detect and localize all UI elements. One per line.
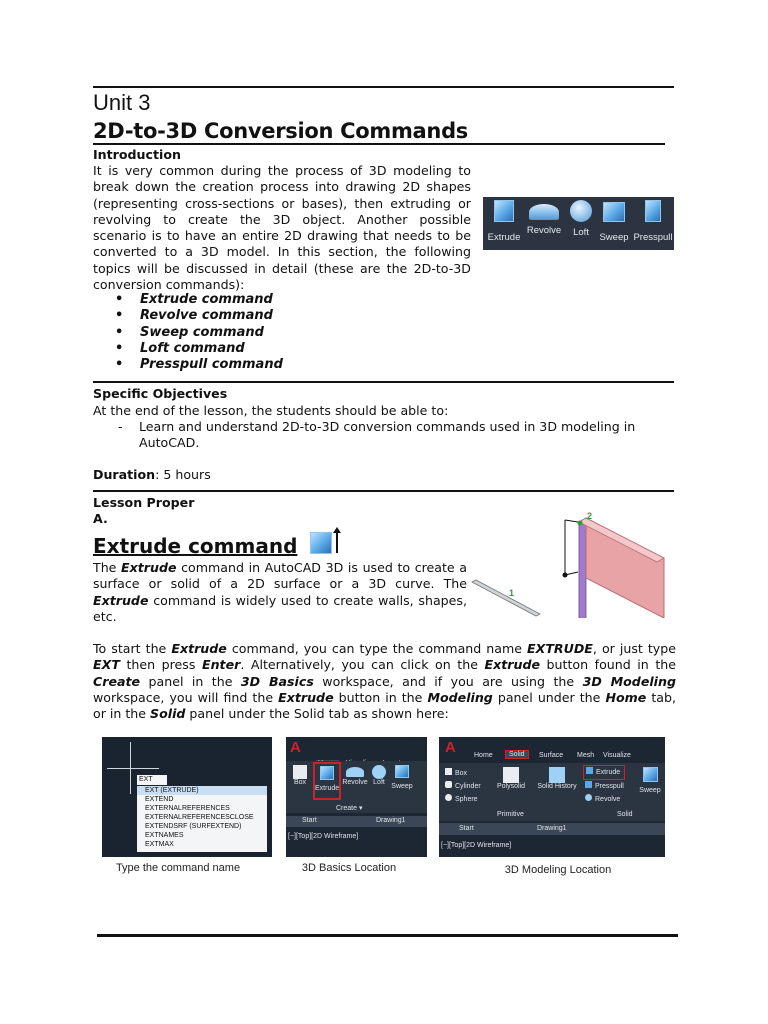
- revolve-button[interactable]: Revolve: [342, 765, 368, 786]
- list-item: • Revolve command: [93, 308, 393, 324]
- wall-side: [579, 518, 586, 618]
- list-item: • Loft command: [93, 341, 393, 357]
- tab-drawing[interactable]: Drawing1: [537, 825, 567, 832]
- viewport-label: [−][Top][2D Wireframe]: [441, 842, 512, 849]
- solid-list: [583, 765, 625, 806]
- base-profile: [472, 580, 540, 616]
- box-button[interactable]: Box: [289, 765, 311, 786]
- duration-label: Duration: [93, 467, 156, 482]
- loft-icon: [570, 200, 592, 222]
- section-rule: [93, 381, 674, 383]
- intro-heading: Introduction: [93, 147, 181, 162]
- duration-value: : 5 hours: [155, 467, 211, 482]
- objectives-heading: Specific Objectives: [93, 386, 228, 401]
- list-item[interactable]: Presspull: [583, 780, 625, 793]
- solid-history-button[interactable]: Solid History: [533, 767, 581, 790]
- topic-list: [93, 292, 393, 373]
- list-item: • Sweep command: [93, 325, 393, 341]
- crosshair-h: [107, 768, 159, 769]
- intro-paragraph: It is very common during the process of 3D modeling to break down the creation process into drawing 2D shapes (representing cross-sections or bases), then extruding or revolving to create the 3D object. Another possible scenario is to have an entire 2D drawing that needs to be converted to a 3D model. In this section, the following topics will be discussed in detail (these are the 2D-to-3D conversion commands):: [93, 163, 471, 293]
- loft-button[interactable]: Loft: [369, 765, 389, 786]
- primitive-list: [445, 767, 481, 806]
- autocad-logo-icon: A: [445, 739, 456, 756]
- extrude-figure: [468, 508, 674, 618]
- extrude-description: The Extrude command in AutoCAD 3D is used to create a surface or solid of a 2D surface or a 3D curve. The Extrude command is widely used to create walls, shapes, etc.: [93, 560, 467, 624]
- list-item[interactable]: Revolve: [583, 793, 625, 806]
- duration: [93, 467, 211, 483]
- start-point: [563, 573, 568, 578]
- autocomplete-list: [137, 786, 267, 852]
- caption-modeling: 3D Modeling Location: [504, 864, 612, 876]
- box-icon: [293, 765, 307, 779]
- sweep-button[interactable]: Sweep: [390, 765, 414, 790]
- caption-command-name: Type the command name: [115, 862, 241, 874]
- objective-dash: -: [118, 419, 123, 434]
- list-item[interactable]: Cylinder: [445, 780, 481, 793]
- extruded-wall: [586, 518, 664, 618]
- toolbar-image: [483, 197, 674, 250]
- command-line-screenshot: [102, 737, 272, 857]
- extrude-icon: [494, 200, 514, 222]
- tab-surface[interactable]: Surface: [539, 752, 564, 759]
- list-item[interactable]: EXT (EXTRUDE): [137, 786, 267, 795]
- objectives-lead: At the end of the lesson, the students should be able to:: [93, 403, 449, 418]
- tab-start[interactable]: Start: [459, 825, 474, 832]
- point-label-1: 1: [509, 588, 515, 598]
- modeling-screenshot: [439, 737, 665, 857]
- list-item[interactable]: EXTERNALREFERENCES: [145, 805, 230, 812]
- section-rule: [93, 490, 674, 492]
- sweep-icon: [603, 202, 625, 222]
- lesson-heading: Lesson Proper: [93, 495, 195, 510]
- lesson-letter: A.: [93, 511, 108, 526]
- tab-mesh[interactable]: Mesh: [577, 752, 595, 759]
- point-label-2: 2: [587, 511, 593, 521]
- panel-solid: Solid: [617, 811, 633, 818]
- title-underline: [93, 143, 665, 145]
- list-item[interactable]: EXTERNALREFERENCESCLOSE: [145, 814, 254, 821]
- revolve-icon: [529, 204, 559, 220]
- panel-primitive: Primitive: [497, 811, 524, 818]
- list-item[interactable]: Extrude: [583, 765, 625, 780]
- caption-basics: 3D Basics Location: [301, 862, 397, 874]
- list-item[interactable]: Box: [445, 767, 481, 780]
- revolve-icon: [346, 767, 364, 777]
- loft-tool: Loft: [566, 200, 596, 238]
- extrude-tool: Extrude: [485, 200, 523, 243]
- loft-icon: [372, 765, 386, 779]
- list-item: • Extrude command: [93, 292, 393, 308]
- command-title: Extrude command: [93, 534, 298, 558]
- top-rule: [93, 86, 674, 88]
- end-point: [578, 521, 583, 526]
- tab-home[interactable]: Home: [474, 752, 493, 759]
- tab-solid[interactable]: Solid: [505, 750, 529, 759]
- basics-screenshot: [286, 737, 427, 857]
- sweep-icon: [643, 767, 658, 782]
- sweep-icon: [395, 765, 409, 778]
- sweep-button[interactable]: Sweep: [637, 767, 663, 794]
- crosshair-v: [130, 742, 131, 794]
- extrude-icon: [320, 766, 334, 780]
- panel-create[interactable]: Create ▾: [336, 805, 363, 812]
- presspull-icon: [645, 200, 661, 222]
- extrude-title-icon: [308, 527, 343, 555]
- sweep-tool: Sweep: [597, 200, 631, 243]
- tab-start[interactable]: Start: [302, 817, 317, 824]
- list-item: • Presspull command: [93, 357, 393, 373]
- page-title: 2D-to-3D Conversion Commands: [93, 119, 469, 143]
- command-input[interactable]: EXT: [137, 775, 167, 785]
- list-item[interactable]: EXTEND: [145, 796, 174, 803]
- extrude-start-paragraph: To start the Extrude command, you can type the command name EXTRUDE, or just type EXT then press Enter. Alternatively, you can click on the Extrude button found in the Create panel in the 3D Basics workspace, and if you are using the 3D Modeling workspace, you will find the Extrude button in the Modeling panel under the Home tab, or in the Solid panel under the Solid tab as shown here:: [93, 641, 677, 722]
- tab-drawing[interactable]: Drawing1: [376, 817, 406, 824]
- list-item[interactable]: Sphere: [445, 793, 481, 806]
- list-item[interactable]: EXTENDSRF (SURFEXTEND): [145, 823, 242, 830]
- list-item[interactable]: EXTMAX: [145, 841, 174, 848]
- objective-item: Learn and understand 2D-to-3D conversion commands used in 3D modeling in AutoCAD.: [139, 419, 636, 451]
- polysolid-icon: [503, 767, 519, 783]
- tab-visualize[interactable]: Visualize: [603, 752, 631, 759]
- viewport-label: [−][Top][2D Wireframe]: [288, 833, 359, 840]
- polysolid-button[interactable]: Polysolid: [491, 767, 531, 790]
- extrude-button[interactable]: Extrude: [313, 762, 341, 800]
- autocad-logo-icon: A: [290, 739, 301, 756]
- unit-label: Unit 3: [93, 90, 151, 115]
- revolve-tool: Revolve: [524, 200, 564, 236]
- list-item[interactable]: EXTNAMES: [145, 832, 184, 839]
- bottom-rule: [97, 934, 678, 937]
- solid-history-icon: [549, 767, 565, 783]
- presspull-tool: Presspull: [631, 200, 674, 243]
